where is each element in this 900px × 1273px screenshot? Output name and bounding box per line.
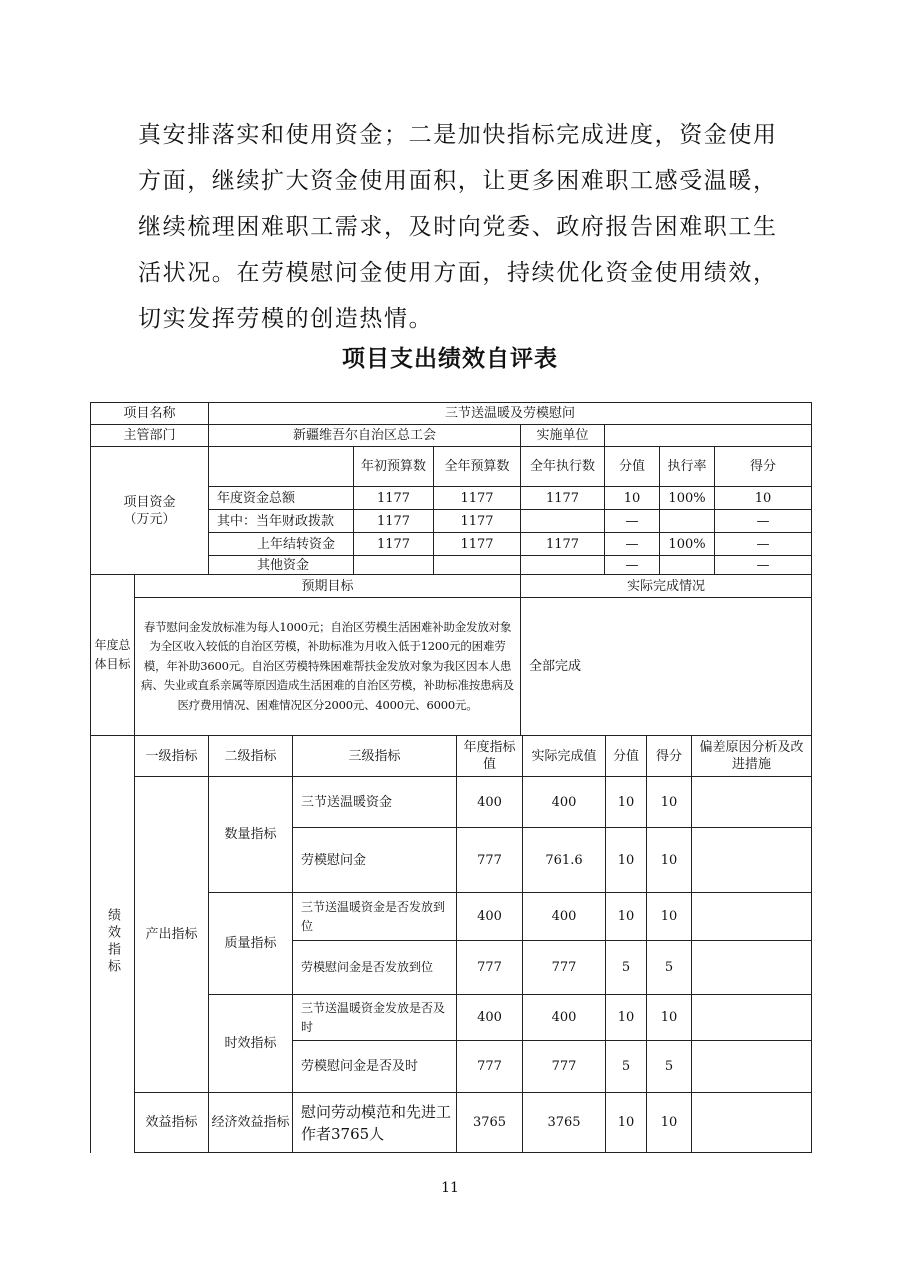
intro-paragraph bbox=[138, 112, 778, 342]
score: 5 bbox=[647, 1041, 692, 1093]
target-value: 400 bbox=[457, 777, 523, 828]
level3-name: 三节送温暖资金是否发放到位 bbox=[293, 893, 457, 941]
intro-line: 切实发挥劳模的创造热情。 bbox=[138, 306, 434, 332]
funds-cell bbox=[521, 510, 605, 533]
funds-cell: — bbox=[605, 556, 660, 575]
level3-name: 慰问劳动模范和先进工作者3765人 bbox=[293, 1093, 457, 1153]
actual-value: 400 bbox=[523, 995, 606, 1041]
funds-label-line2: （万元） bbox=[123, 511, 176, 527]
funds-cell: — bbox=[715, 556, 812, 575]
header-level2: 二级指标 bbox=[209, 736, 293, 777]
intro-line: 方面，继续扩大资金使用面积，让更多困难职工感受温暖， bbox=[138, 168, 778, 194]
target-value: 400 bbox=[457, 893, 523, 941]
funds-cell bbox=[521, 556, 605, 575]
project-name-row bbox=[91, 403, 812, 425]
score: 10 bbox=[647, 995, 692, 1041]
dept-value: 新疆维吾尔自治区总工会 bbox=[209, 425, 521, 447]
funds-row-label: 其中：当年财政拨款 bbox=[209, 510, 354, 533]
actual-value: 777 bbox=[523, 941, 606, 995]
target-value: 777 bbox=[457, 941, 523, 995]
page-number: 11 bbox=[441, 1180, 459, 1196]
target-value: 400 bbox=[457, 995, 523, 1041]
funds-header-row bbox=[91, 447, 812, 487]
annual-goal-label: 年度总体目标 bbox=[91, 575, 135, 736]
level2-quantity: 数量指标 bbox=[209, 777, 293, 893]
actual-result-header: 实际完成情况 bbox=[521, 575, 812, 598]
funds-header-initial: 年初预算数 bbox=[354, 447, 434, 487]
funds-header-score-max: 分值 bbox=[605, 447, 660, 487]
funds-header-executed: 全年执行数 bbox=[521, 447, 605, 487]
goal-body-row bbox=[91, 598, 812, 736]
funds-row-label: 年度资金总额 bbox=[209, 487, 354, 510]
deviation-note bbox=[692, 941, 812, 995]
header-score: 得分 bbox=[647, 736, 692, 777]
intro-line: 活状况。在劳模慰问金使用方面，持续优化资金使用绩效， bbox=[138, 260, 778, 286]
level3-name: 劳模慰问金是否及时 bbox=[293, 1041, 457, 1093]
funds-cell: 1177 bbox=[434, 533, 521, 556]
level3-name: 劳模慰问金 bbox=[293, 828, 457, 893]
table-title: 项目支出绩效自评表 bbox=[342, 345, 558, 372]
header-level3: 三级指标 bbox=[293, 736, 457, 777]
funds-row-label: 上年结转资金 bbox=[209, 533, 354, 556]
funds-cell: — bbox=[715, 533, 812, 556]
funds-cell: 1177 bbox=[354, 533, 434, 556]
funds-label bbox=[91, 447, 209, 575]
funds-label-line1: 项目资金 bbox=[123, 494, 176, 510]
actual-value: 777 bbox=[523, 1041, 606, 1093]
expected-goal-text: 春节慰问金发放标准为每人1000元；自治区劳模生活困难补助金发放对象为全区收入较低的自治区劳模，补助标准为月收入低于1200元的困难劳模，年补助3600元。自治区劳模特殊困难帮扶金发放对象为我区因本人患病、失业或直系亲属等原因造成生活困难的自治区劳模，补助标准按患病及医疗费用情况、困难情况区分2000元、4000元、6000元。 bbox=[135, 598, 521, 736]
funds-cell: 1177 bbox=[354, 510, 434, 533]
level2-economic: 经济效益指标 bbox=[209, 1093, 293, 1153]
funds-cell bbox=[660, 510, 715, 533]
actual-result-text: 全部完成 bbox=[521, 598, 812, 736]
performance-header-row bbox=[91, 736, 812, 777]
funds-cell: 1177 bbox=[354, 487, 434, 510]
score: 10 bbox=[647, 1093, 692, 1153]
project-name-label: 项目名称 bbox=[91, 403, 209, 425]
score-max: 10 bbox=[606, 828, 647, 893]
deviation-note bbox=[692, 828, 812, 893]
funds-cell bbox=[660, 556, 715, 575]
score-max: 10 bbox=[606, 893, 647, 941]
score-max: 10 bbox=[606, 1093, 647, 1153]
level3-name: 三节送温暖资金发放是否及时 bbox=[293, 995, 457, 1041]
deviation-note bbox=[692, 995, 812, 1041]
actual-value: 400 bbox=[523, 777, 606, 828]
dept-row bbox=[91, 425, 812, 447]
impl-label: 实施单位 bbox=[521, 425, 605, 447]
funds-cell: 100% bbox=[660, 487, 715, 510]
impl-value bbox=[605, 425, 812, 447]
actual-value: 3765 bbox=[523, 1093, 606, 1153]
funds-cell bbox=[434, 556, 521, 575]
funds-cell: — bbox=[715, 510, 812, 533]
score: 10 bbox=[647, 893, 692, 941]
funds-cell: 1177 bbox=[521, 533, 605, 556]
project-name-value: 三节送温暖及劳模慰问 bbox=[209, 403, 812, 425]
target-value: 3765 bbox=[457, 1093, 523, 1153]
performance-indicator-table bbox=[90, 735, 812, 1153]
funds-header-rate: 执行率 bbox=[660, 447, 715, 487]
score-max: 5 bbox=[606, 941, 647, 995]
target-value: 777 bbox=[457, 1041, 523, 1093]
funds-row-label: 其他资金 bbox=[209, 556, 354, 575]
indicator-row bbox=[91, 777, 812, 828]
level1-benefit: 效益指标 bbox=[135, 1093, 209, 1153]
level3-name: 三节送温暖资金 bbox=[293, 777, 457, 828]
self-evaluation-table-top bbox=[90, 402, 812, 736]
header-actual: 实际完成值 bbox=[523, 736, 606, 777]
level3-name: 劳模慰问金是否发放到位 bbox=[293, 941, 457, 995]
actual-value: 761.6 bbox=[523, 828, 606, 893]
goal-header-row bbox=[91, 575, 812, 598]
funds-header-blank bbox=[209, 447, 354, 487]
performance-label-text: 绩效指标 bbox=[105, 907, 120, 976]
dept-label: 主管部门 bbox=[91, 425, 209, 447]
funds-cell: 10 bbox=[605, 487, 660, 510]
score: 10 bbox=[647, 777, 692, 828]
header-target: 年度指标值 bbox=[457, 736, 523, 777]
indicator-row bbox=[91, 1093, 812, 1153]
funds-header-annual: 全年预算数 bbox=[434, 447, 521, 487]
funds-cell bbox=[354, 556, 434, 575]
funds-cell: 100% bbox=[660, 533, 715, 556]
level2-timeliness: 时效指标 bbox=[209, 995, 293, 1093]
performance-label bbox=[91, 736, 135, 1153]
funds-cell: 1177 bbox=[434, 487, 521, 510]
score: 10 bbox=[647, 828, 692, 893]
deviation-note bbox=[692, 893, 812, 941]
intro-line: 继续梳理困难职工需求，及时向党委、政府报告困难职工生 bbox=[138, 214, 778, 240]
deviation-note bbox=[692, 777, 812, 828]
deviation-note bbox=[692, 1093, 812, 1153]
target-value: 777 bbox=[457, 828, 523, 893]
actual-value: 400 bbox=[523, 893, 606, 941]
funds-cell: 1177 bbox=[521, 487, 605, 510]
level2-quality: 质量指标 bbox=[209, 893, 293, 995]
score: 5 bbox=[647, 941, 692, 995]
deviation-note bbox=[692, 1041, 812, 1093]
score-max: 10 bbox=[606, 777, 647, 828]
header-level1: 一级指标 bbox=[135, 736, 209, 777]
header-score-max: 分值 bbox=[606, 736, 647, 777]
score-max: 5 bbox=[606, 1041, 647, 1093]
expected-goal-header: 预期目标 bbox=[135, 575, 521, 598]
funds-cell: 10 bbox=[715, 487, 812, 510]
funds-cell: 1177 bbox=[434, 510, 521, 533]
header-deviation: 偏差原因分析及改进措施 bbox=[692, 736, 812, 777]
funds-cell: — bbox=[605, 510, 660, 533]
score-max: 10 bbox=[606, 995, 647, 1041]
funds-cell: — bbox=[605, 533, 660, 556]
level1-output: 产出指标 bbox=[135, 777, 209, 1093]
funds-header-score: 得分 bbox=[715, 447, 812, 487]
intro-line: 真安排落实和使用资金；二是加快指标完成进度，资金使用 bbox=[138, 122, 778, 148]
